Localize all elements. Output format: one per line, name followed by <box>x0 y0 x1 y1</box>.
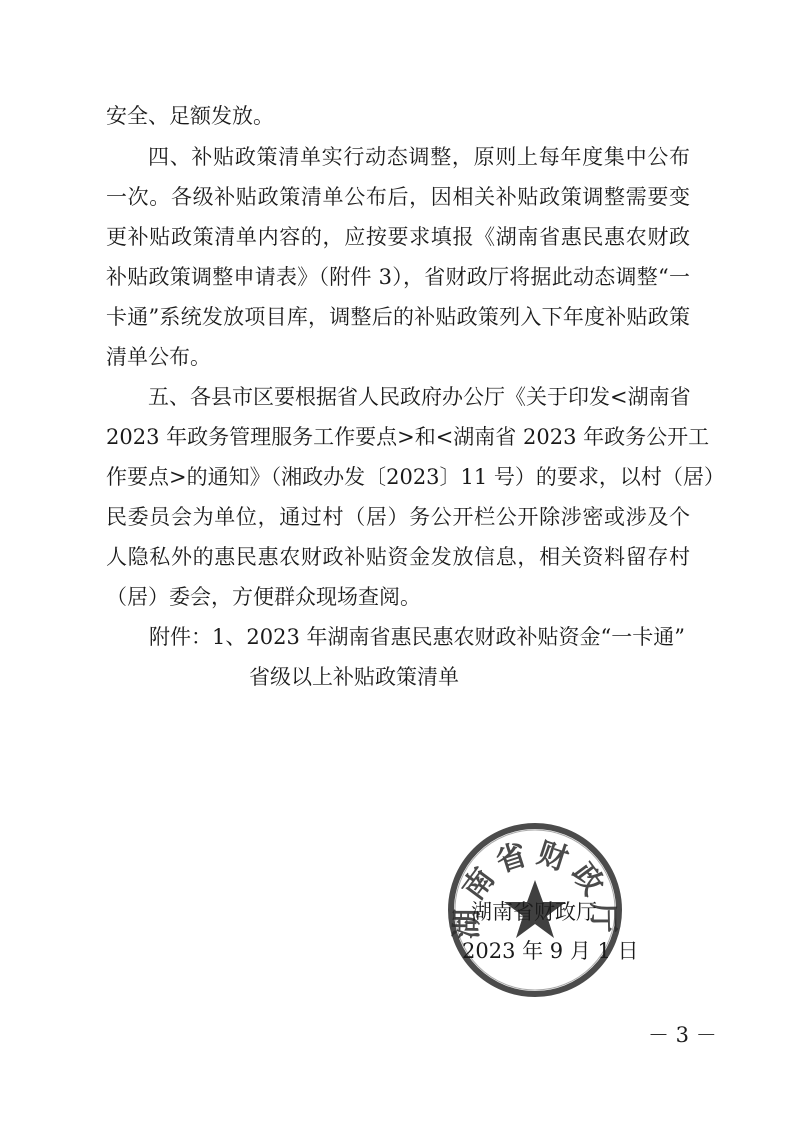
paragraph-line: 安全、足额发放。 <box>106 104 274 128</box>
paragraph-line: 四、补贴政策清单实行动态调整，原则上每年度集中公布 <box>148 145 690 169</box>
paragraph-line: 卡通”系统发放项目库，调整后的补贴政策列入下年度补贴政策 <box>106 305 690 329</box>
paragraph-line: （居）委会，方便群众现场查阅。 <box>106 585 421 609</box>
paragraph-line: 补贴政策调整申请表》（附件 3），省财政厅将据此动态调整“一 <box>106 265 690 289</box>
paragraph-line: 更补贴政策清单内容的，应按要求填报《湖南省惠民惠农财政 <box>106 225 690 249</box>
signature-organization: 湖南省财政厅 <box>471 900 597 924</box>
attachment-item-line: 1、2023 年湖南省惠民惠农财政补贴资金“一卡通” <box>212 625 685 649</box>
paragraph-line: 2023 年政务管理服务工作要点>和<湖南省 2023 年政务公开工 <box>106 425 710 449</box>
paragraph-line: 人隐私外的惠民惠农财政补贴资金发放信息，相关资料留存村 <box>106 545 690 569</box>
paragraph-line: 一次。各级补贴政策清单公布后，因相关补贴政策调整需要变 <box>106 185 690 209</box>
paragraph-line: 民委员会为单位，通过村（居）务公开栏公开除涉密或涉及个 <box>106 505 690 529</box>
page-number: － 3 － <box>648 1023 717 1047</box>
svg-text:湖南省财政厅: 湖南省财政厅 <box>449 835 621 940</box>
paragraph-line: 作要点>的通知》（湘政办发〔2023〕11 号）的要求，以村（居） <box>106 465 725 489</box>
signature-date: 2023 年 9 月 1 日 <box>462 939 639 963</box>
paragraph-line: 五、各县市区要根据省人民政府办公厅《关于印发<湖南省 <box>148 385 691 409</box>
attachment-label: 附件： <box>149 625 212 649</box>
paragraph-line: 清单公布。 <box>106 345 211 369</box>
attachment-item-line: 省级以上补贴政策清单 <box>249 665 459 689</box>
